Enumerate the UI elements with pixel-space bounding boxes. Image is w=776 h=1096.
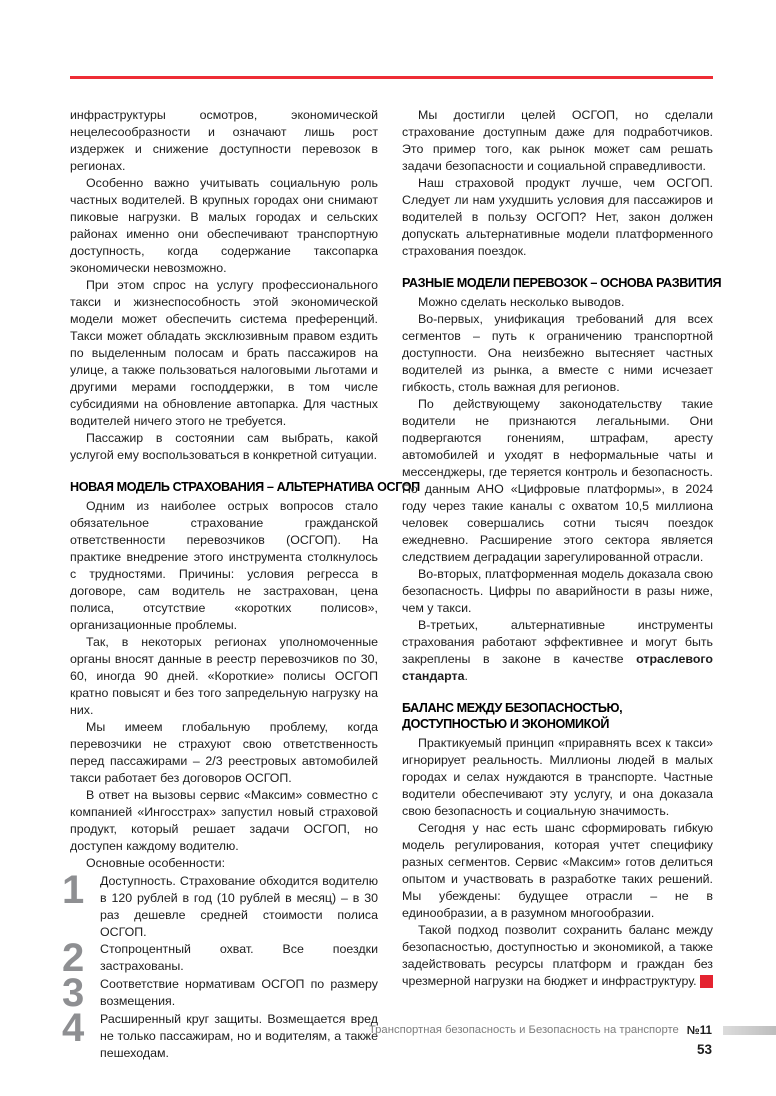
list-number: 4: [62, 1006, 83, 1050]
paragraph: инфраструктуры осмотров, экономической нецелесообразности и означают лишь рост издержек и снижение доступности перевозок в регионах.: [70, 108, 378, 173]
paragraph-text: .: [464, 669, 468, 683]
paragraph: Пассажир в состоянии сам выбрать, какой услугой ему воспользоваться в конкретной ситуации.: [70, 431, 378, 462]
paragraph: Так, в некоторых регионах уполномоченные органы вносят данные в реестр перевозчиков по 30, 60, иногда 90 дней. «Короткие» полисы ОСГОП кратно повысят и без того запредельную нагрузку на них.: [70, 635, 378, 717]
paragraph: Особенно важно учитывать социальную роль частных водителей. В крупных городах они снимают пиковые нагрузки. В малых городах и сельских районах именно они обеспечивают транспортную доступность, когда содержание таксопарка экономически невозможно.: [70, 176, 378, 275]
list-item: [62, 971, 378, 1015]
footer-decorative-bar: [723, 1026, 776, 1035]
page-number: 53: [696, 1042, 712, 1057]
right-column: [402, 107, 722, 1062]
paragraph-text: Такой подход позволит сохранить баланс между безопасностью, доступностью и экономикой, а также задействовать ресурсы платформ и граждан без чрезмерной нагрузки на бюджет и инфраструктуру.: [402, 923, 713, 988]
paragraph: В ответ на вызовы сервис «Максим» совместно с компанией «Ингосстрах» запустил новый страховой продукт, который решает задачи ОСГОП, но доступен каждому водителю.: [70, 788, 378, 853]
list-number: 1: [62, 868, 83, 912]
left-column: [62, 107, 420, 1062]
section-heading-insurance-model: НОВАЯ МОДЕЛЬ СТРАХОВАНИЯ – АЛЬТЕРНАТИВА ОСГОП: [70, 480, 420, 494]
list-item: [62, 936, 378, 980]
paragraph: Наш страховой продукт лучше, чем ОСГОП. Следует ли нам ухудшить условия для пассажиров и водителей в пользу ОСГОП? Нет, закон должен допускать альтернативные модели платформенного страхования поездок.: [402, 176, 713, 258]
issue-number: №11: [686, 1024, 712, 1037]
paragraph: При этом спрос на услугу профессионального такси и жизнеспособность этой экономической модели может обеспечить система преференций. Такси может обладать эксклюзивным правом ездить по выделенным полосам и брать пассажиров на улице, а также пользоваться налоговыми льготами и другими мерами господдержки, в том числе субсидиями на обновление автопарка. Для частных водителей ничего этого не требуется.: [70, 278, 378, 428]
paragraph: [402, 922, 713, 990]
list-item: [62, 868, 378, 941]
paragraph: Мы имеем глобальную проблему, когда перевозчики не страхуют свою ответственность перед пассажирами – 2/3 реестровых автомобилей такси работает без договоров ОСГОП.: [70, 720, 378, 785]
journal-title: Транспортная безопасность и Безопасность на транспорте: [368, 1024, 679, 1036]
paragraph: [402, 617, 713, 685]
section-heading-transport-models: РАЗНЫЕ МОДЕЛИ ПЕРЕВОЗОК – ОСНОВА РАЗВИТИЯ: [402, 276, 722, 290]
paragraph: По действующему законодательству такие водители не признаются легальными. Они подвергаются гонениям, штрафам, аресту автомобилей и уходят в неформальные чаты и мессенджеры, где теряется контроль и безопасность. По данным АНО «Цифровые платформы», в 2024 году через такие каналы с охватом 10,5 миллиона человек совершались сотни тысяч поездок ежедневно. Расширение этого сектора является следствием деградации зарегулированной отрасли.: [402, 397, 713, 564]
section-heading-balance: БАЛАНС МЕЖДУ БЕЗОПАСНОСТЬЮ, ДОСТУПНОСТЬЮ И ЭКОНОМИКОЙ: [402, 701, 623, 731]
paragraph: Во-вторых, платформенная модель доказала свою безопасность. Цифры по аварийности в разы ниже, чем у такси.: [402, 567, 713, 615]
list-intro: Основные особенности:: [86, 856, 226, 870]
emphasized-term: отраслевого стандарта: [402, 652, 713, 683]
paragraph: Практикуемый принцип «приравнять всех к такси» игнорирует реальность. Миллионы людей в малых городах и селах нуждаются в транспорте. Частные водители обеспечивают эту услугу, и она доказала свою безопасность и социальную значимость.: [402, 736, 713, 818]
paragraph: Можно сделать несколько выводов.: [418, 295, 625, 309]
list-item-text: Стопроцентный охват. Все поездки застрахованы.: [100, 942, 378, 973]
paragraph-text: В-третьих, альтернативные инструменты страхования работают эффективнее и могут быть закреплены в законе в качестве: [402, 618, 713, 666]
footer: [0, 1024, 776, 1037]
paragraph: Сегодня у нас есть шанс сформировать гибкую модель регулирования, которая учтет специфику разных сегментов. Сервис «Максим» готов делиться опытом и участвовать в разработке таких решений. Мы убеждены: будущее отрасли – не в единообразии, а в разумном многообразии.: [402, 821, 713, 920]
article-body: [62, 107, 722, 1062]
list-number: 2: [62, 936, 83, 980]
paragraph: Мы достигли целей ОСГОП, но сделали страхование доступным даже для подработчиков. Это пример того, как рынок может сам решать задачи безопасности и социальной справедливости.: [402, 108, 713, 173]
paragraph: Одним из наиболее острых вопросов стало обязательное страхование гражданской ответственности перевозчиков (ОСГОП). На практике внедрение этого инструмента столкнулось с трудностями. Причины: условия регресса в договоре, сам водитель не застрахован, цена полиса, отсутствие «коротких полисов», организационные проблемы.: [70, 499, 378, 632]
list-item-text: Доступность. Страхование обходится водителю в 120 рублей в год (10 рублей в месяц) – в 30 раз дешевле средней стоимости полиса ОСГОП.: [100, 874, 378, 939]
article-end-marker: [700, 975, 713, 988]
list-number: 3: [62, 971, 83, 1015]
list-item-text: Соответствие нормативам ОСГОП по размеру возмещения.: [100, 977, 378, 1008]
list-item-text: Расширенный круг защиты. Возмещается вред не только пассажирам, но и водителям, а также пешеходам.: [100, 1012, 378, 1060]
top-rule: [70, 76, 713, 79]
paragraph: Во-первых, унификация требований для всех сегментов – путь к ограничению транспортной доступности. Она неизбежно вытесняет частных водителей из рынка, а вместе с ними исчезает гибкость, столь важная для регионов.: [402, 312, 713, 394]
